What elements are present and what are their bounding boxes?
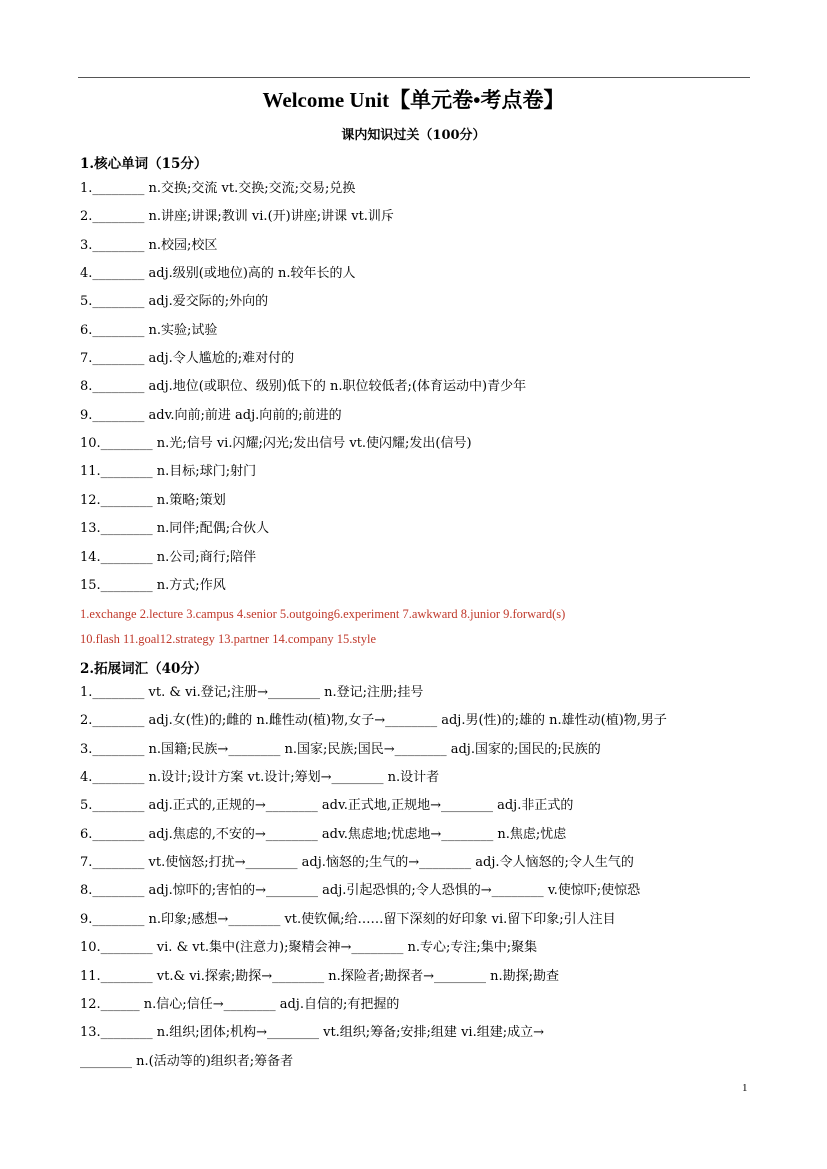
vocab-item: 12.______ n.信心;信任→________ adj.自信的;有把握的 xyxy=(80,997,400,1012)
vocab-item: 10.________ n.光;信号 vi.闪耀;闪光;发出信号 vt.使闪耀;发出(信号) xyxy=(80,436,472,451)
vocab-item: 7.________ adj.令人尴尬的;难对付的 xyxy=(80,351,295,366)
header-rule xyxy=(78,77,750,78)
vocab-item: 9.________ n.印象;感想→________ vt.使钦佩;给……留下深刻的好印象 vi.留下印象;引人注目 xyxy=(80,912,616,927)
page-subtitle: 课内知识过关（100分） xyxy=(341,128,486,143)
vocab-item: 2.________ n.讲座;讲课;教训 vi.(开)讲座;讲课 vt.训斥 xyxy=(80,209,394,224)
vocab-item: 15.________ n.方式;作风 xyxy=(80,578,226,593)
vocab-item: 12.________ n.策略;策划 xyxy=(80,493,226,508)
vocab-item: 10.________ vi. & vt.集中(注意力);聚精会神→________ n.专心;专注;集中;聚集 xyxy=(80,940,538,955)
vocab-item: 5.________ adj.正式的,正规的→________ adv.正式地,正规地→________ adj.非正式的 xyxy=(80,798,574,813)
section-1-heading: 1.核心单词（15分） xyxy=(80,156,208,172)
page-title: Welcome Unit【单元卷•考点卷】 xyxy=(262,88,565,112)
vocab-item: 7.________ vt.使恼怒;打扰→________ adj.恼怒的;生气的→________ adj.令人恼怒的;令人生气的 xyxy=(80,855,634,870)
vocab-item: 5.________ adj.爱交际的;外向的 xyxy=(80,294,269,309)
vocab-item: 8.________ adj.地位(或职位、级别)低下的 n.职位较低者;(体育运动中)青少年 xyxy=(80,379,527,394)
answer-key-line-2: 10.flash 11.goal12.strategy 13.partner 14.company 15.style xyxy=(80,632,376,646)
vocab-item: 8.________ adj.惊吓的;害怕的→________ adj.引起恐惧的;令人恐惧的→________ v.使惊吓;使惊恐 xyxy=(80,883,641,898)
section-2-heading: 2.拓展词汇（40分） xyxy=(80,661,208,677)
vocab-item: 14.________ n.公司;商行;陪伴 xyxy=(80,550,257,565)
answer-key-line-1: 1.exchange 2.lecture 3.campus 4.senior 5.outgoing6.experiment 7.awkward 8.junior 9.forward(s) xyxy=(80,607,566,621)
vocab-item: 9.________ adv.向前;前进 adj.向前的;前进的 xyxy=(80,408,342,423)
vocab-item: 4.________ n.设计;设计方案 vt.设计;筹划→________ n.设计者 xyxy=(80,770,440,785)
vocab-item: 4.________ adj.级别(或地位)高的 n.较年长的人 xyxy=(80,266,356,281)
vocab-item: 13.________ n.组织;团体;机构→________ vt.组织;筹备;安排;组建 vi.组建;成立→ xyxy=(80,1025,544,1040)
page-number: 1 xyxy=(742,1082,748,1094)
vocab-item: 6.________ adj.焦虑的,不安的→________ adv.焦虑地;忧虑地→________ n.焦虑;忧虑 xyxy=(80,827,567,842)
vocab-item: 1.________ vt. & vi.登记;注册→________ n.登记;注册;挂号 xyxy=(80,685,424,700)
vocab-item: 3.________ n.国籍;民族→________ n.国家;民族;国民→________ adj.国家的;国民的;民族的 xyxy=(80,742,601,757)
vocab-item: 1.________ n.交换;交流 vt.交换;交流;交易;兑换 xyxy=(80,181,356,196)
vocab-item: 3.________ n.校园;校区 xyxy=(80,238,218,253)
vocab-item: 2.________ adj.女(性)的;雌的 n.雌性动(植)物,女子→________ adj.男(性)的;雄的 n.雄性动(植)物,男子 xyxy=(80,713,667,728)
vocab-item: 6.________ n.实验;试验 xyxy=(80,323,218,338)
vocab-item: 11.________ n.目标;球门;射门 xyxy=(80,464,257,479)
vocab-item: 13.________ n.同伴;配偶;合伙人 xyxy=(80,521,270,536)
vocab-item: ________ n.(活动等的)组织者;筹备者 xyxy=(80,1054,294,1069)
vocab-item: 11.________ vt.& vi.探索;勘探→________ n.探险者;勘探者→________ n.勘探;勘查 xyxy=(80,969,560,984)
